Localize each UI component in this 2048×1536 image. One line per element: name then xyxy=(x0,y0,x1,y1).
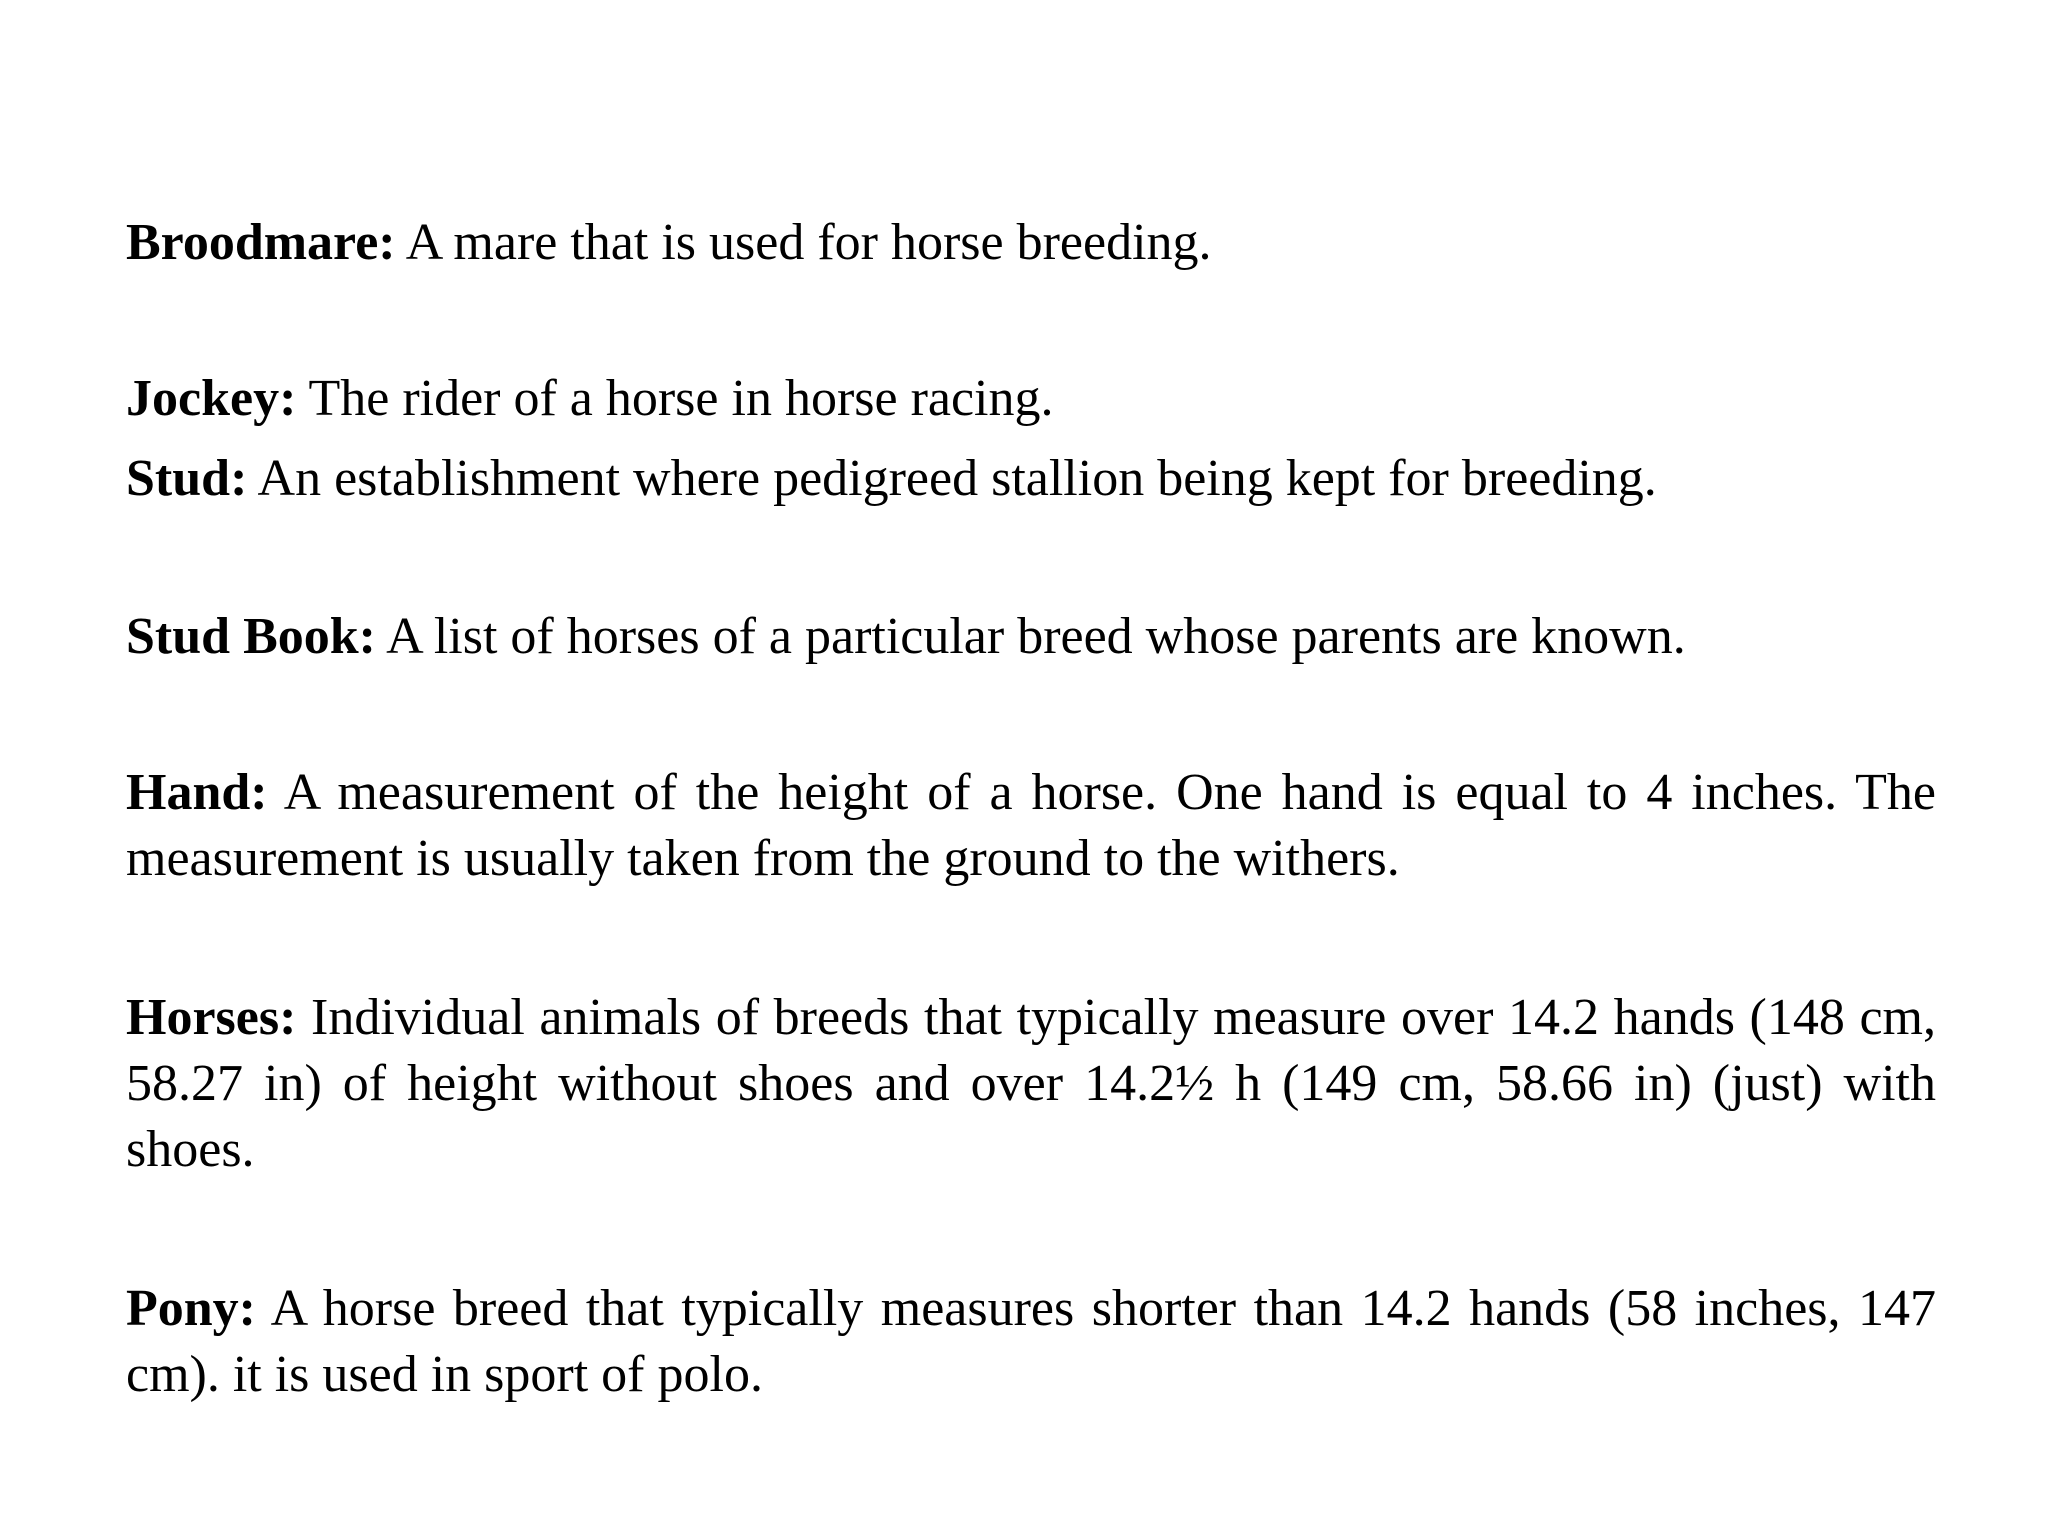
definition-hand xyxy=(126,760,1936,892)
definition-pony xyxy=(126,1276,1936,1408)
definition-text: Individual animals of breeds that typically measure over 14.2 hands (148 cm, 58.27 in) of height without shoes and over 14.2½ h (149 cm, 58.66 in) (just) with shoes. xyxy=(126,989,1937,1178)
term-label: Broodmare: xyxy=(126,214,396,271)
term-label: Horses: xyxy=(126,989,297,1046)
definition-text: An establishment where pedigreed stallion being kept for breeding. xyxy=(257,450,1657,507)
definition-stud xyxy=(126,446,1936,512)
definition-stud-book xyxy=(126,604,1936,670)
definition-broodmare xyxy=(126,210,1936,276)
definition-text: A mare that is used for horse breeding. xyxy=(405,214,1212,271)
definition-text: A list of horses of a particular breed whose parents are known. xyxy=(386,608,1686,665)
definition-text: The rider of a horse in horse racing. xyxy=(308,370,1054,427)
term-label: Jockey: xyxy=(126,370,297,427)
definition-text: A measurement of the height of a horse. One hand is equal to 4 inches. The measurement is usually taken from the ground to the withers. xyxy=(126,764,1936,887)
definition-horses xyxy=(126,985,1936,1183)
definition-text: A horse breed that typically measures shorter than 14.2 hands (58 inches, 147 cm). it is used in sport of polo. xyxy=(126,1280,1937,1403)
definition-jockey xyxy=(126,366,1936,432)
term-label: Pony: xyxy=(126,1280,256,1337)
term-label: Hand: xyxy=(126,764,268,821)
term-label: Stud Book: xyxy=(126,608,376,665)
term-label: Stud: xyxy=(126,450,248,507)
